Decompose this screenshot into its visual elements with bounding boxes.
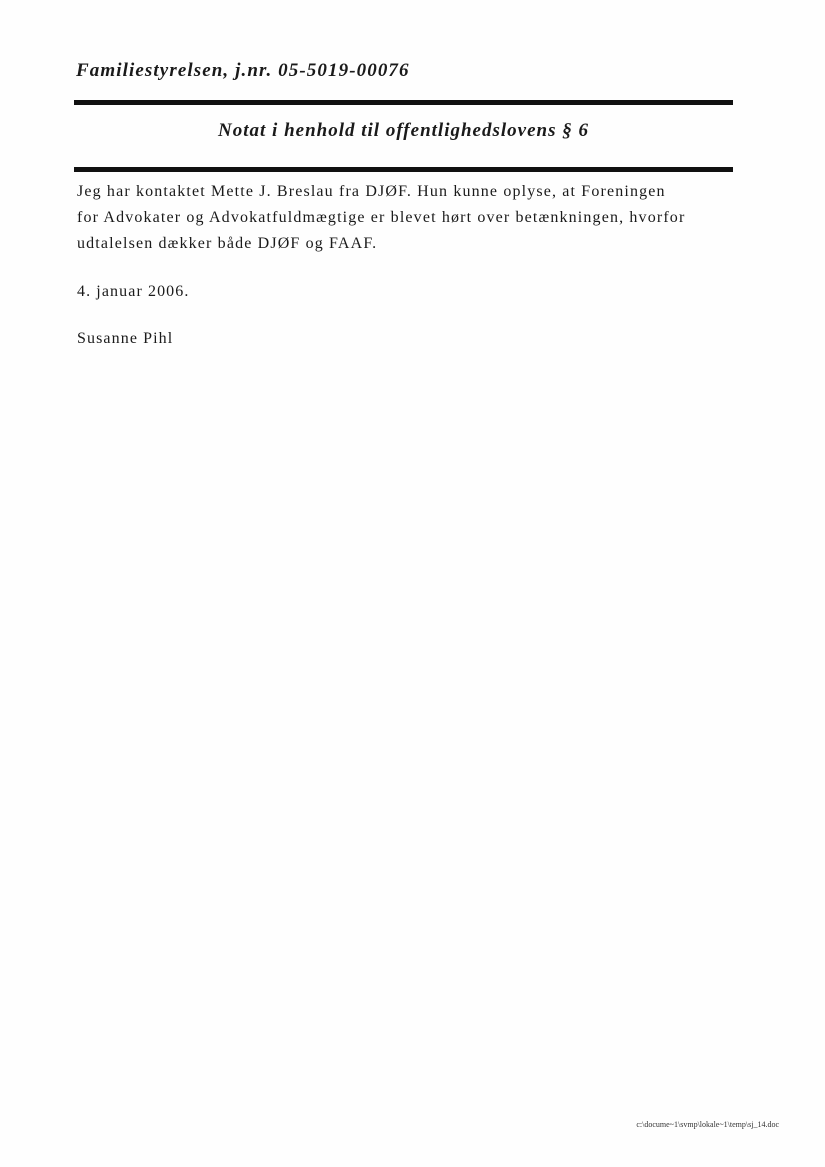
notat-title: Notat i henhold til offentlighedslovens § 6 <box>218 120 589 141</box>
body-line: for Advokater og Advokatfuldmægtige er blevet hørt over betænkningen, hvorfor <box>77 209 686 226</box>
top-divider <box>74 100 733 105</box>
body-paragraph <box>77 179 737 257</box>
document-date: 4. januar 2006. <box>77 283 190 300</box>
case-number-heading: Familiestyrelsen, j.nr. 05-5019-00076 <box>76 60 410 81</box>
signature-name: Susanne Pihl <box>77 330 174 347</box>
body-line: Jeg har kontaktet Mette J. Breslau fra DJØF. Hun kunne oplyse, at Foreningen <box>77 183 666 200</box>
body-line: udtalelsen dækker både DJØF og FAAF. <box>77 235 378 252</box>
footer-file-path: c:\docume~1\svmp\lokale~1\temp\sj_14.doc <box>636 1120 779 1129</box>
bottom-divider <box>74 167 733 172</box>
